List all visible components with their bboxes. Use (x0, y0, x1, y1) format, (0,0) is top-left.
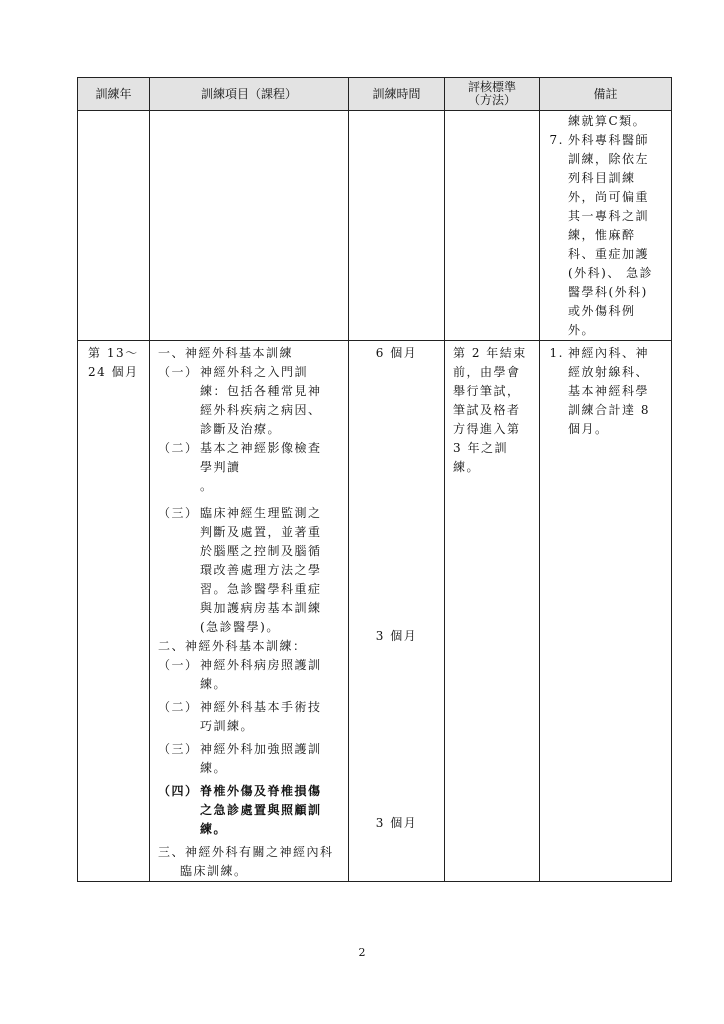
page-number: 2 (358, 946, 366, 959)
subitem-line: 神經外科病房照護訓 (200, 658, 322, 672)
subitem (158, 439, 346, 496)
section-3-line1: 三、神經外科有關之神經內科 (158, 845, 334, 859)
evaluation-line: 筆試及格者 (453, 403, 521, 417)
evaluation-line: 舉行筆試， (453, 384, 521, 398)
remarks-line: 經放射線科、 (568, 365, 650, 379)
subitem (158, 656, 346, 694)
section-1-title: 一、神經外科基本訓練 (158, 346, 294, 360)
evaluation-line: 3 年之訓 (453, 441, 508, 455)
year-line2: 24 個月 (88, 365, 139, 379)
cell-evaluation-empty (445, 111, 540, 341)
subitem-line: 基本之神經影像檢查 (200, 441, 322, 455)
section-3-line2: 臨床訓練。 (180, 864, 248, 878)
header-row (78, 78, 672, 111)
subitem-label: （一） (158, 365, 199, 379)
subitem-line: 於腦壓之控制及腦循 (200, 544, 322, 558)
evaluation-line: 練。 (453, 460, 481, 474)
subitem-line: 學判讀 (200, 460, 241, 474)
subitem-label: （四） (158, 784, 199, 798)
remarks-line: 科、重症加護 (568, 247, 650, 261)
subitem-label: （二） (158, 700, 199, 714)
header-evaluation-line2: （方法） (467, 93, 516, 107)
remarks-line: 列科目訓練 (568, 171, 636, 185)
cell-year (78, 341, 150, 882)
subitem-line: 神經外科之入門訓 (200, 365, 309, 379)
remarks-line: 或外傷科例 (568, 304, 636, 318)
subitem-line: 脊椎外傷及脊椎損傷 (200, 784, 322, 798)
subitem-line: 練。 (200, 822, 228, 836)
year-line1: 第 13～ (88, 346, 139, 360)
remarks-line: 外科專科醫師 (568, 133, 650, 147)
remarks-line: 個月。 (568, 422, 609, 436)
evaluation-line: 第 2 年結束 (453, 346, 527, 360)
subitem-line: 判斷及處置，並著重 (200, 525, 322, 539)
remarks-line: 外，尚可偏重 (568, 190, 650, 204)
evaluation-line: 方得進入第 (453, 422, 521, 436)
subitem (158, 740, 346, 778)
subitem-line: 經外科疾病之病因、 (200, 403, 322, 417)
remarks-line: 神經內科、神 (568, 346, 650, 360)
subitem (158, 504, 346, 637)
table-row-continued (78, 111, 672, 341)
subitem-line: 練。 (200, 677, 228, 691)
cell-duration-empty (349, 111, 445, 341)
table-row-month-13-24 (78, 341, 672, 882)
remarks-line: 訓練合計達 8 (568, 403, 650, 417)
cell-year-empty (78, 111, 150, 341)
subitem-bold (158, 782, 346, 839)
subitem-line: (急診醫學)。 (200, 620, 280, 634)
subitem-line: 與加護病房基本訓練 (200, 601, 322, 615)
subitem-line: 之急診處置與照顧訓 (200, 803, 322, 817)
subitem (158, 698, 346, 736)
subitem-line: 神經外科基本手術技 (200, 700, 322, 714)
remarks-line: 基本神經科學 (568, 384, 650, 398)
remarks-line: 醫學科(外科) (568, 285, 648, 299)
training-table (77, 77, 672, 882)
remarks-line: (外科)、 急診 (568, 266, 654, 280)
subitem (158, 363, 346, 439)
subitem-line: 。 (200, 479, 214, 493)
subitem-label: （二） (158, 441, 199, 455)
header-year: 訓練年 (78, 78, 150, 111)
remarks-line: 外。 (568, 323, 596, 337)
remarks-item-number: 7. (549, 133, 564, 147)
remarks-item-number: 1. (549, 346, 564, 360)
cell-items (150, 341, 349, 882)
subitem-line: 診斷及治療。 (200, 422, 282, 436)
subitem-line: 練：包括各種常見神 (200, 384, 322, 398)
section-2-title: 二、神經外科基本訓練： (158, 639, 307, 653)
header-duration: 訓練時間 (349, 78, 445, 111)
subitem-line: 習。急診醫學科重症 (200, 582, 322, 596)
cell-remarks-continued (540, 111, 672, 341)
duration-3-months-b: 3 個月 (375, 816, 418, 830)
subitem-label: （三） (158, 506, 199, 520)
header-items: 訓練項目（課程） (150, 78, 349, 111)
remarks-line: 練，惟麻醉 (568, 228, 636, 242)
cell-items-empty (150, 111, 349, 341)
header-remarks: 備註 (540, 78, 672, 111)
subitem-label: （一） (158, 658, 199, 672)
remarks-line: 訓練，除依左 (568, 152, 650, 166)
remarks-continuation: 練就算C類。 (568, 114, 647, 128)
header-evaluation (445, 78, 540, 111)
header-evaluation-line1: 評核標準 (467, 80, 516, 94)
evaluation-line: 前，由學會 (453, 365, 521, 379)
subitem-line: 巧訓練。 (200, 719, 255, 733)
subitem-line: 臨床神經生理監測之 (200, 506, 322, 520)
duration-3-months-a: 3 個月 (375, 629, 418, 643)
cell-evaluation (445, 341, 540, 882)
duration-6-months: 6 個月 (375, 346, 418, 360)
subitem-line: 環改善處理方法之學 (200, 563, 322, 577)
cell-remarks (540, 341, 672, 882)
subitem-line: 神經外科加強照護訓 (200, 742, 322, 756)
remarks-line: 其一專科之訓 (568, 209, 650, 223)
cell-duration (349, 341, 445, 882)
subitem-line: 練。 (200, 761, 228, 775)
subitem-label: （三） (158, 742, 199, 756)
